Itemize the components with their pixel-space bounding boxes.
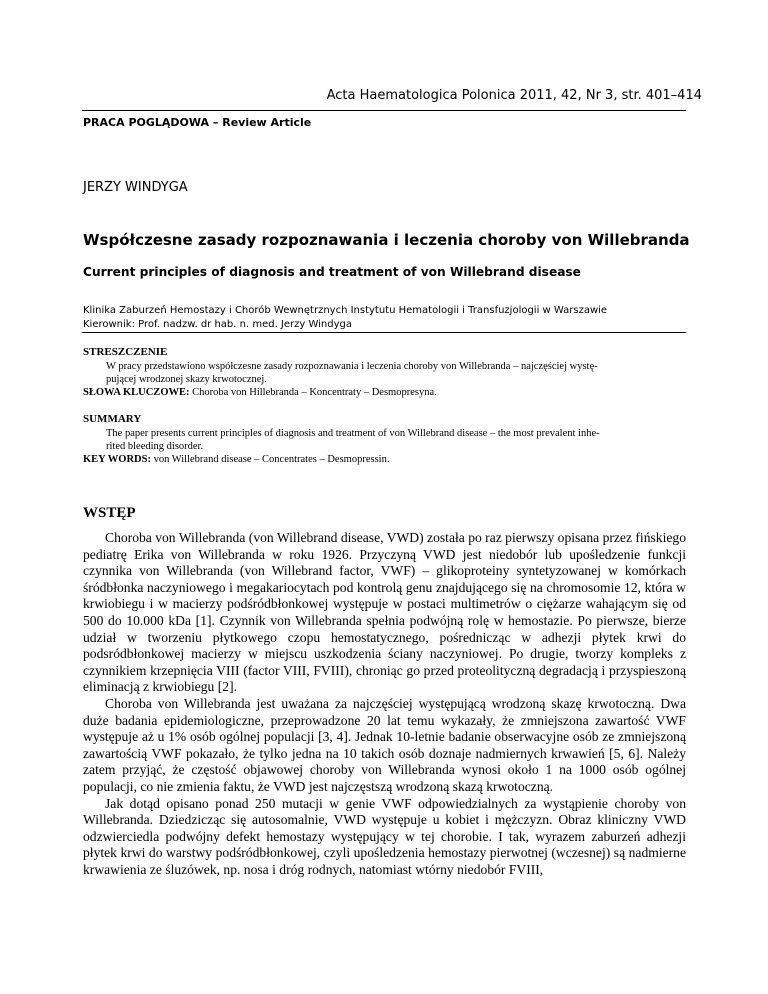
keywords-en-text: von Willebrand disease – Concentrates – Desmopressin.: [150, 454, 390, 465]
section-heading: WSTĘP: [83, 505, 136, 521]
article-type: PRACA POGLĄDOWA – Review Article: [83, 116, 312, 129]
abstract-en-heading: SUMMARY: [83, 413, 142, 425]
header-rule: [82, 110, 686, 111]
author-name: JERZY WINDYGA: [83, 180, 188, 195]
affiliation-rule: [82, 332, 686, 333]
section-body: [83, 530, 686, 878]
abstract-pl-line-1: W pracy przedstawiono współczesne zasady rozpoznawania i leczenia choroby von Willebranda – najczęściej wystę-: [106, 361, 598, 372]
keywords-en-label: KEY WORDS:: [83, 454, 151, 465]
abstract-en-line-2: rited bleeding disorder.: [106, 441, 204, 452]
paragraph-2: Choroba von Willebranda jest uważana za najczęściej występującą wrodzoną skazę krwotoczną. Dwa duże badania epidemiologiczne, przeprowadzone 20 lat temu wykazały, że zmniejszona zawartość VWF występuje aż u 1% osób ogólnej populacji [3, 4]. Jednak 10-letnie badanie obserwacyjne osób ze zmniejszoną zawartością VWF pokazało, że tylko jedna na 10 takich osób doznaje nadmiernych krwawień [5, 6]. Należy zatem przyjąć, że częstość objawowej choroby von Willebranda wynosi około 1 na 1000 osób ogólnej populacji, co nie zmienia faktu, że VWD jest najczęstszą wrodzoną skazą krwotoczną.: [83, 695, 686, 794]
affiliation-head: Kierownik: Prof. nadzw. dr hab. n. med. Jerzy Windyga: [83, 319, 353, 330]
paragraph-1: Choroba von Willebranda (von Willebrand disease, VWD) została po raz pierwszy opisana przez fińskiego pediatrę Erika von Willebranda w roku 1926. Przyczyną VWD jest niedobór lub upośledzenie funkcji czynnika von Willebranda (von Willebrand factor, VWF) – glikoproteiny syntetyzowanej w komórkach śródbłonka naczyniowego i megakariocytach pod kontrolą genu znajdującego się na chromosomie 12, która w krwiobiegu i w macierzy podśródbłonkowej występuje w postaci multimetrów o ciężarze wahającym się od 500 do 10.000 kDa [1]. Czynnik von Willebranda spełnia podwójną rolę w hemostazie. Po pierwsze, bierze udział w tworzeniu płytkowego czopu hemostatycznego, pośrednicząc w adhezji płytek krwi do podsródbłonkowej macierzy w miejscu uszkodzenia ściany naczyniowej. Po drugie, tworzy kompleks z czynnikiem krzepnięcia VIII (factor VIII, FVIII), chroniąc go przed proteolityczną degradacją i przyspieszoną eliminacją z krwiobiegu [2].: [83, 530, 686, 695]
keywords-pl: [83, 387, 437, 398]
abstract-en-line-1: The paper presents current principles of diagnosis and treatment of von Willebrand disease – the most prevalent inhe-: [106, 428, 600, 439]
paragraph-3: Jak dotąd opisano ponad 250 mutacji w genie VWF odpowiedzialnych za wystąpienie choroby von Willebranda. Dziedzicząc się autosomalnie, VWD występuje u kobiet i mężczyzn. Obraz kliniczny VWD odzwierciedla podwójny defekt hemostazy występujący w tej chorobie. I tak, wyrazem zaburzeń adhezji płytek krwi do warstwy podśródbłonkowej, czyli upośledzenia hemostazy pierwotnej (wczesnej) są nadmierne krwawienia ze śluzówek, np. nosa i dróg rodnych, natomiast wtórny niedobór FVIII,: [83, 795, 686, 877]
abstract-pl-line-2: pującej wrodzonej skazy krwotocznej.: [106, 374, 267, 385]
affiliation-institution: Klinika Zaburzeń Hemostazy i Chorób Wewnętrznych Instytutu Hematologii i Transfuzjologii w Warszawie: [83, 305, 608, 316]
abstract-pl-heading: STRESZCZENIE: [83, 346, 168, 358]
keywords-pl-label: SŁOWA KLUCZOWE:: [83, 387, 190, 398]
keywords-pl-text: Choroba von Hillebranda – Koncentraty – Desmopresyna.: [189, 387, 437, 398]
title-english: Current principles of diagnosis and treatment of von Willebrand disease: [83, 265, 581, 279]
journal-citation: Acta Haematologica Polonica 2011, 42, Nr 3, str. 401–414: [326, 88, 702, 103]
keywords-en: [83, 454, 389, 465]
title-polish: Współczesne zasady rozpoznawania i leczenia choroby von Willebranda: [83, 231, 690, 249]
